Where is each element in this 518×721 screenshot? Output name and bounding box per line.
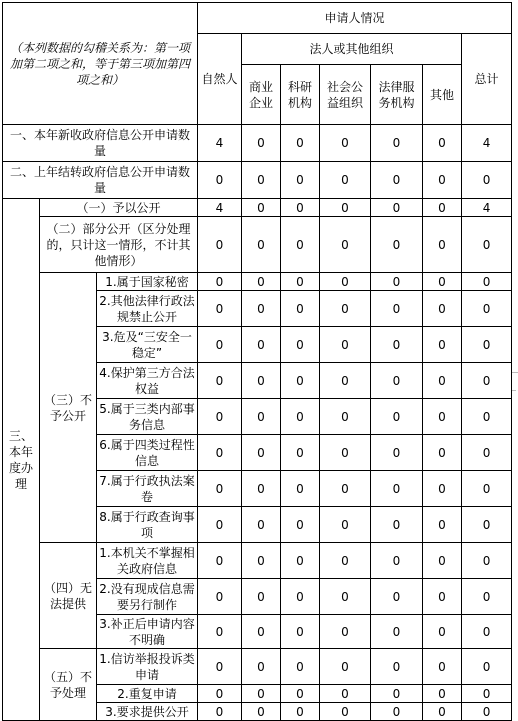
row-label: 4.保护第三方合法权益 [97, 363, 198, 399]
value-cell: 0 [423, 273, 462, 291]
value-cell: 0 [242, 435, 281, 471]
row-label: 6.属于四类过程性信息 [97, 435, 198, 471]
value-cell: 0 [462, 507, 512, 543]
value-cell: 0 [371, 273, 423, 291]
value-cell: 0 [198, 703, 242, 721]
value-cell: 0 [198, 615, 242, 649]
value-cell: 0 [320, 543, 371, 579]
value-cell: 0 [242, 162, 281, 199]
value-cell: 0 [281, 399, 320, 435]
value-cell: 0 [371, 327, 423, 363]
value-cell: 0 [462, 217, 512, 273]
value-cell: 0 [371, 363, 423, 399]
header-note: （本列数据的勾稽关系为：第一项加第二项之和，等于第三项加第四项之和） [3, 3, 198, 125]
value-cell: 4 [462, 125, 512, 162]
row-label: 1.属于国家秘密 [97, 273, 198, 291]
value-cell: 0 [462, 327, 512, 363]
value-cell: 0 [423, 363, 462, 399]
value-cell: 0 [371, 435, 423, 471]
row-label: 3.补正后申请内容不明确 [97, 615, 198, 649]
value-cell: 0 [242, 399, 281, 435]
value-cell: 0 [423, 649, 462, 685]
value-cell: 0 [198, 162, 242, 199]
value-cell: 0 [198, 649, 242, 685]
total-header: 总计 [462, 34, 512, 125]
value-cell: 0 [242, 125, 281, 162]
value-cell: 0 [371, 685, 423, 703]
value-cell: 0 [320, 435, 371, 471]
value-cell: 0 [462, 162, 512, 199]
value-cell: 0 [462, 435, 512, 471]
value-cell: 0 [242, 471, 281, 507]
value-cell: 0 [242, 703, 281, 721]
value-cell: 0 [281, 363, 320, 399]
value-cell: 0 [371, 162, 423, 199]
value-cell: 0 [281, 327, 320, 363]
value-cell: 0 [242, 273, 281, 291]
value-cell: 0 [281, 471, 320, 507]
value-cell: 0 [242, 327, 281, 363]
value-cell: 0 [198, 327, 242, 363]
value-cell: 0 [281, 615, 320, 649]
natural-person-header: 自然人 [198, 34, 242, 125]
value-cell: 0 [320, 471, 371, 507]
row-label: 1.信访举报投诉类申请 [97, 649, 198, 685]
value-cell: 0 [320, 162, 371, 199]
value-cell: 0 [198, 399, 242, 435]
value-cell: 0 [423, 435, 462, 471]
value-cell: 0 [371, 291, 423, 327]
value-cell: 0 [281, 649, 320, 685]
value-cell: 0 [462, 363, 512, 399]
value-cell: 0 [423, 507, 462, 543]
row-label: 2.没有现成信息需要另行制作 [97, 579, 198, 615]
value-cell: 0 [242, 291, 281, 327]
value-cell: 0 [462, 273, 512, 291]
value-cell: 0 [371, 507, 423, 543]
value-cell: 0 [423, 703, 462, 721]
row-label: 1.本机关不掌握相关政府信息 [97, 543, 198, 579]
value-cell: 0 [320, 649, 371, 685]
value-cell: 0 [281, 543, 320, 579]
value-cell: 0 [462, 399, 512, 435]
value-cell: 0 [198, 579, 242, 615]
value-cell: 0 [281, 703, 320, 721]
value-cell: 0 [242, 685, 281, 703]
value-cell: 0 [371, 217, 423, 273]
value-cell: 0 [242, 543, 281, 579]
value-cell: 0 [242, 615, 281, 649]
value-cell: 0 [423, 615, 462, 649]
statistics-table [2, 2, 512, 721]
value-cell: 0 [320, 507, 371, 543]
value-cell: 0 [462, 685, 512, 703]
value-cell: 0 [198, 217, 242, 273]
section-3-label: 三、本年度办理 [3, 199, 40, 721]
row-label: 二、上年结转政府信息公开申请数量 [3, 162, 198, 199]
value-cell: 0 [198, 363, 242, 399]
value-cell: 0 [462, 291, 512, 327]
group-label: （五）不予处理 [40, 649, 97, 721]
value-cell: 0 [423, 685, 462, 703]
value-cell: 0 [423, 217, 462, 273]
row-label: 一、本年新收政府信息公开申请数量 [3, 125, 198, 162]
value-cell: 0 [281, 125, 320, 162]
value-cell: 0 [371, 703, 423, 721]
row-label: 3.危及“三安全一稳定” [97, 327, 198, 363]
row-label: 3.要求提供公开 [97, 703, 198, 721]
value-cell: 0 [281, 291, 320, 327]
group-label: （三）不予公开 [40, 273, 97, 543]
value-cell: 0 [423, 125, 462, 162]
value-cell: 0 [281, 507, 320, 543]
value-cell: 0 [371, 543, 423, 579]
value-cell: 0 [423, 471, 462, 507]
value-cell: 0 [462, 471, 512, 507]
value-cell: 0 [242, 507, 281, 543]
row-label: （一）予以公开 [40, 199, 198, 217]
value-cell: 4 [198, 125, 242, 162]
value-cell: 0 [320, 291, 371, 327]
row-label: 5.属于三类内部事务信息 [97, 399, 198, 435]
column-header: 商业企业 [242, 65, 281, 125]
value-cell: 0 [462, 649, 512, 685]
value-cell: 0 [281, 685, 320, 703]
value-cell: 0 [320, 685, 371, 703]
value-cell: 0 [320, 579, 371, 615]
value-cell: 0 [281, 217, 320, 273]
value-cell: 0 [371, 199, 423, 217]
value-cell: 4 [198, 199, 242, 217]
value-cell: 0 [320, 217, 371, 273]
group-label: （四）无法提供 [40, 543, 97, 649]
row-label: 7.属于行政执法案卷 [97, 471, 198, 507]
value-cell: 0 [242, 217, 281, 273]
value-cell: 0 [320, 327, 371, 363]
value-cell: 0 [371, 399, 423, 435]
value-cell: 0 [198, 291, 242, 327]
value-cell: 0 [371, 471, 423, 507]
value-cell: 0 [320, 703, 371, 721]
value-cell: 0 [281, 199, 320, 217]
value-cell: 0 [462, 579, 512, 615]
column-header: 其他 [423, 65, 462, 125]
value-cell: 0 [462, 543, 512, 579]
column-header: 社会公益组织 [320, 65, 371, 125]
value-cell: 0 [320, 615, 371, 649]
value-cell: 0 [423, 199, 462, 217]
value-cell: 0 [281, 162, 320, 199]
value-cell: 0 [198, 507, 242, 543]
value-cell: 0 [320, 273, 371, 291]
value-cell: 0 [423, 399, 462, 435]
value-cell: 0 [242, 579, 281, 615]
row-label: （二）部分公开（区分处理的，只计这一情形，不计其他情形） [40, 217, 198, 273]
value-cell: 0 [198, 435, 242, 471]
value-cell: 0 [198, 685, 242, 703]
row-label: 2.其他法律行政法规禁止公开 [97, 291, 198, 327]
value-cell: 0 [320, 399, 371, 435]
value-cell: 0 [320, 125, 371, 162]
value-cell: 0 [462, 615, 512, 649]
value-cell: 0 [320, 199, 371, 217]
value-cell: 0 [423, 579, 462, 615]
value-cell: 0 [423, 291, 462, 327]
value-cell: 0 [198, 273, 242, 291]
value-cell: 0 [198, 471, 242, 507]
value-cell: 0 [242, 649, 281, 685]
value-cell: 0 [198, 543, 242, 579]
row-label: 8.属于行政查询事项 [97, 507, 198, 543]
column-header: 法律服务机构 [371, 65, 423, 125]
value-cell: 0 [242, 363, 281, 399]
value-cell: 0 [371, 579, 423, 615]
page-edge-mark [512, 372, 518, 373]
value-cell: 0 [281, 579, 320, 615]
legal-or-other-header: 法人或其他组织 [242, 34, 462, 65]
value-cell: 0 [423, 327, 462, 363]
value-cell: 0 [320, 363, 371, 399]
value-cell: 0 [371, 649, 423, 685]
value-cell: 0 [281, 273, 320, 291]
value-cell: 4 [462, 199, 512, 217]
page-edge-mark [512, 390, 516, 391]
row-label: 2.重复申请 [97, 685, 198, 703]
value-cell: 0 [371, 125, 423, 162]
value-cell: 0 [371, 615, 423, 649]
value-cell: 0 [423, 543, 462, 579]
value-cell: 0 [242, 199, 281, 217]
value-cell: 0 [423, 162, 462, 199]
value-cell: 0 [281, 435, 320, 471]
column-header: 科研机构 [281, 65, 320, 125]
value-cell: 0 [462, 703, 512, 721]
applicant-info-header: 申请人情况 [198, 3, 512, 34]
